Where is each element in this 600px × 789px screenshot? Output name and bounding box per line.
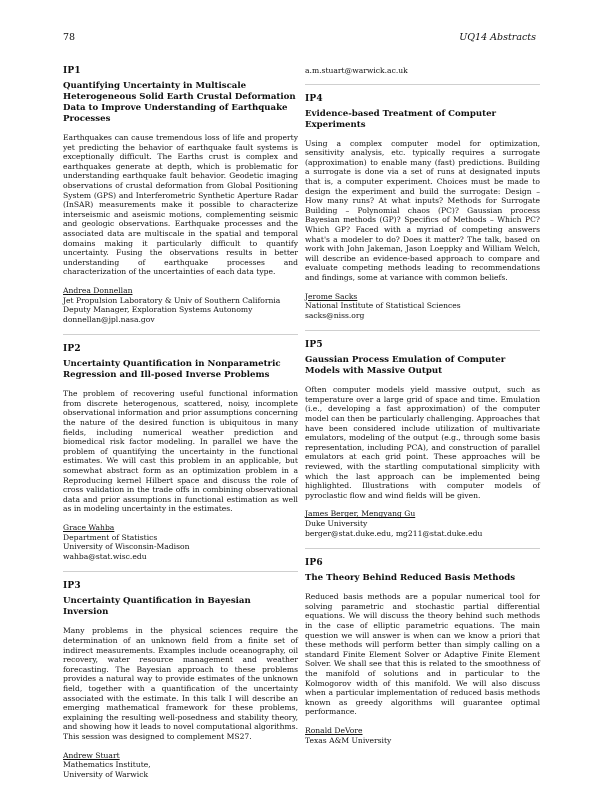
- author-affiliation: Texas A&M University: [305, 735, 392, 745]
- author-email: donnellan@jpl.nasa.gov: [63, 314, 155, 324]
- abstract-body: Using a complex computer model for optimization, sensitivity analysis, etc. typically requires a surrogate (approximation) to enable many (fast) predictions. Building a surrogate is done via a set of runs at designated inputs that is, a computer experiment. Choices must be made to design the experiment and build the surrogate: Design – How many runs? At what inputs? Methods for Surrogate Building – Polynomial chaos (PC)? Gaussian process Bayesian methods (GP)? Specifics of Methods – Which PC? Which GP? Faced with a myriad of competing answers what's a modeler to do? Does it matter? The talk, based on work with John Jakeman, Jason Loeppky and William Welch, will describe an evidence-based approach to compare and evaluate competing methods leading to recommendations and findings, some at variance with common beliefs.: [305, 138, 540, 282]
- left-column: [63, 66, 298, 789]
- author-email: wahba@stat.wisc.edu: [63, 551, 147, 561]
- abstract-title: Evidence-based Treatment of Computer Experiments: [305, 108, 497, 130]
- author-name: James Berger, Mengyang Gu: [305, 509, 416, 519]
- abstract-id: IP1: [63, 66, 81, 76]
- abstract-ip2: [63, 344, 298, 561]
- abstract-divider: [305, 84, 540, 85]
- abstract-body: Earthquakes can cause tremendous loss of life and property yet predicting the behavior of earthquake fault systems is exceptionally difficult. The Earths crust is complex and earthquakes generate at depth, which is problematic for understanding earthquake fault behavior. Geodetic imaging observations of crustal deformation from Global Positioning System (GPS) and Interferometric Synthetic Aperture Radar (InSAR) measurements make it possible to characterize interseismic and aseismic motions, complementing seismic and geologic observations. Earthquake processes and the associated data are multiscale in the spatial and temporal domains making it particularly difficult to quantify uncertainty. Fusing the observations results in better understanding of earthquake processes and characterization of the uncertainties of each data type.: [63, 133, 298, 277]
- author-affiliation: Department of Statistics: [63, 532, 158, 542]
- abstract-body: Many problems in the physical sciences require the determination of an unknown field from a finite set of indirect measurements. Examples include oceanography, oil recovery, water resource management and weather forecasting. The Bayesian approach to these problems provides a natural way to provide estimates of the unknown field, together with a quantification of the uncertainty associated with the estimate. In this talk I will describe an emerging mathematical framework for these problems, explaining the resulting well-posedness and stability theory, and showing how it leads to novel computational algorithms. This session was designed to complement MS27.: [63, 626, 298, 741]
- abstract-body: Often computer models yield massive output, such as temperature over a large grid of space and time. Emulation (i.e., developing a fast approximation) of the computer model can then be particularly challenging. Approaches that have been considered include utilization of multivariate emulators, modeling of the output (e.g., through some basis representation, including PCA), and construction of parallel emulators at each grid point. These approaches will be reviewed, with the startling computational simplicity with which the last approach can be implemented being highlighted. Illustrations with computer models of pyroclastic flow and wind fields will be given.: [305, 385, 540, 500]
- author-affiliation: Mathematics Institute,: [63, 760, 151, 770]
- abstract-title: The Theory Behind Reduced Basis Methods: [305, 573, 516, 584]
- page-number: 78: [63, 32, 76, 43]
- abstract-body: Reduced basis methods are a popular numerical tool for solving parametric and stochastic partial differential equations. We will discuss the theory behind such methods in the case of elliptic parametric equations. The main question we will answer is when can we know a priori that these methods will perform better than simply calling on a standard Finite Element Solver or Adaptive Finite Element Solver. We shall see that this is related to the smoothness of the manifold of solutions and in particular to the Kolmogorov width of this manifold. We will also discuss when a particular implementation of reduced basis methods known as greedy algorithms will guarantee optimal performance.: [305, 592, 540, 717]
- author-affiliation: Duke University: [305, 519, 368, 528]
- abstract-body: The problem of recovering useful functional information from discrete heterogenous, scattered, noisy, incomplete observational information and prior assumptions concerning the nature of the desired function is ubiquitous in many fields, including numerical weather prediction and biomedical risk factor modeling. In parallel we have the problem of quantifying the uncertainty in the functional estimates. We will cast this problem in an applicable, but somewhat abstract form as an optimization problem in a Reproducing kernel Hilbert space and discuss the role of cross validation in the trade offs in combining observational data and prior assumptions in functional estimation as well as in modeling uncertainty in the estimates.: [63, 389, 298, 514]
- author-email: sacks@niss.org: [305, 310, 365, 320]
- abstract-ip5: [305, 340, 540, 538]
- author-name: Andrew Stuart: [63, 750, 120, 760]
- author-email: berger@stat.duke.edu, mg211@stat.duke.edu: [305, 528, 483, 538]
- abstract-divider: [63, 334, 298, 335]
- author-affiliation: University of Warwick: [63, 769, 149, 779]
- abstract-title: Quantifying Uncertainty in Multiscale Heterogeneous Solid Earth Crustal Deformation Data to Improve Understanding of Earthquake Processes: [63, 81, 296, 124]
- abstract-divider: [305, 330, 540, 331]
- abstract-id: IP4: [305, 93, 323, 104]
- running-head: UQ14 Abstracts: [459, 32, 536, 43]
- abstract-divider: [305, 548, 540, 549]
- author-affiliation: National Institute of Statistical Sciences: [305, 301, 461, 311]
- author-email: a.m.stuart@warwick.ac.uk: [305, 66, 408, 75]
- abstract-id: IP6: [305, 558, 323, 569]
- abstract-id: IP5: [305, 340, 323, 351]
- author-name: Andrea Donnellan: [63, 285, 133, 295]
- abstract-ip6: [305, 558, 540, 745]
- author-affiliation: Deputy Manager, Exploration Systems Autonomy: [63, 305, 253, 315]
- abstract-id: IP3: [63, 581, 81, 592]
- abstract-title: Gaussian Process Emulation of Computer Models with Massive Output: [305, 355, 506, 377]
- abstract-ip1: [63, 66, 298, 324]
- author-affiliation: Jet Propulsion Laboratory & Univ of Southern California: [63, 295, 281, 305]
- abstract-ip3: [63, 581, 298, 779]
- abstract-divider: [63, 571, 298, 572]
- author-name: Ronald DeVore: [305, 725, 363, 735]
- right-column: [305, 66, 540, 755]
- author-name: Jerome Sacks: [305, 291, 358, 301]
- abstract-id: IP2: [63, 344, 81, 355]
- author-name: Grace Wahba: [63, 523, 115, 532]
- author-affiliation: University of Wisconsin-Madison: [63, 542, 190, 552]
- abstract-title: Uncertainty Quantification in Nonparametric Regression and Ill-posed Inverse Problems: [63, 359, 281, 381]
- abstract-ip4: [305, 94, 540, 321]
- abstract-title: Uncertainty Quantification in Bayesian Inversion: [63, 596, 251, 618]
